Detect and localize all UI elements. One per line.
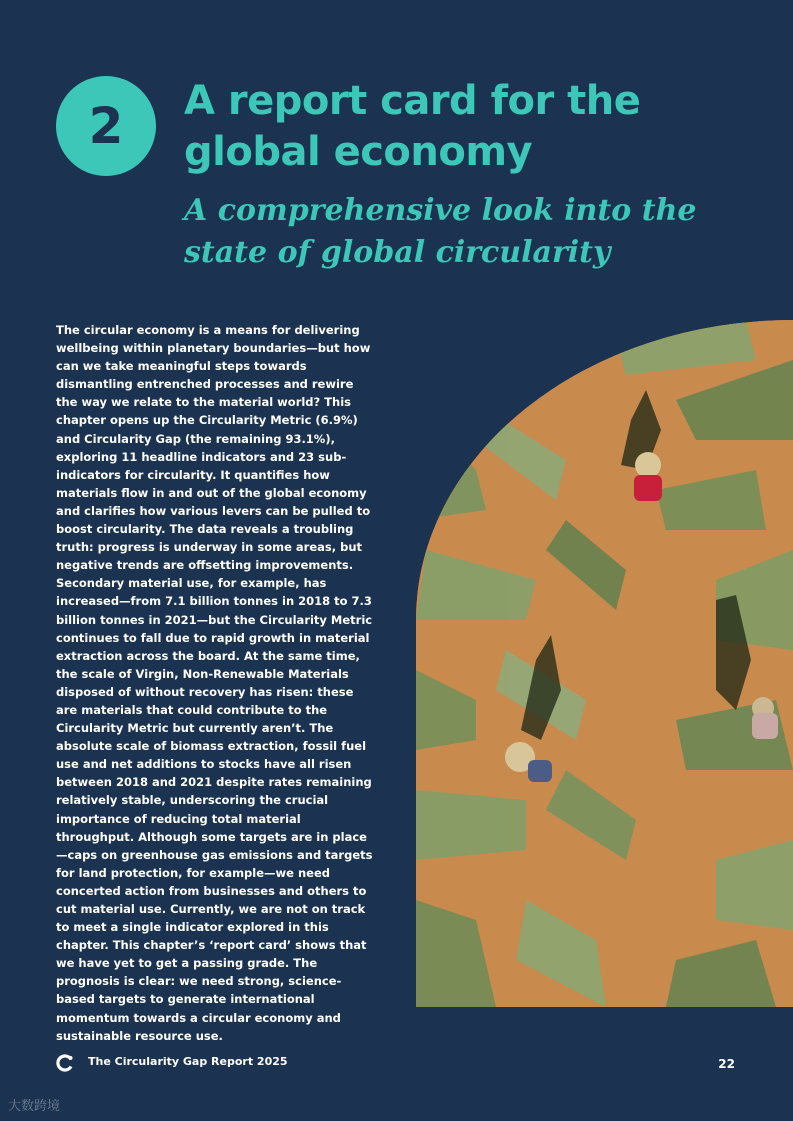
footer-report-title: The Circularity Gap Report 2025 — [88, 1055, 288, 1068]
body-paragraph: The circular economy is a means for delivering wellbeing within planetary boundaries—but how can we take meaningful steps towards dismantling entrenched processes and rewire the way we relate to the material world? This chapter opens up the Circularity Metric (6.9%) and Circularity Gap (the remaining 93.1%), exploring 11 headline indicators and 23 sub-indicators for circularity. It quantifies how materials flow in and out of the global economy and clarifies how various levers can be pulled to boost circularity. The data reveals a troubling truth: progress is underway in some areas, but negative trends are offsetting improvements. Secondary material use, for example, has increased—from 7.1 billion tonnes in 2018 to 7.3 billion tonnes in 2021—but the Circularity Metric continues to fall due to rapid growth in material extraction across the board. At the same time, the scale of Virgin, Non-Renewable Materials disposed of without recovery has risen: these are materials that could contribute to the Circularity Metric but currently aren’t. The absolute scale of biomass extraction, fossil fuel use and net additions to stocks have all risen between 2018 and 2021 despite rates remaining relatively stable, underscoring the crucial importance of reducing total material throughput. Although some targets are in place—caps on greenhouse gas emissions and targets for land protection, for example—we need concerted action from businesses and others to cut material use. Currently, we are not on track to meet a single indicator explored in this chapter. This chapter’s ‘report card’ shows that we have yet to get a passing grade. The prognosis is clear: we need strong, science-based targets to generate international momentum towards a circular economy and sustainable resource use. — [56, 323, 373, 1043]
aerial-photo-grass-drying — [416, 320, 793, 1007]
page-subtitle: A comprehensive look into the state of global circularity — [184, 193, 697, 270]
page-number: 22 — [718, 1057, 735, 1071]
chapter-number: 2 — [88, 97, 124, 155]
page-title: A report card for the global economy — [184, 78, 641, 175]
circularity-logo-icon — [56, 1054, 74, 1072]
chapter-number-badge — [56, 76, 156, 176]
watermark: 大数跨境 — [8, 1099, 61, 1114]
